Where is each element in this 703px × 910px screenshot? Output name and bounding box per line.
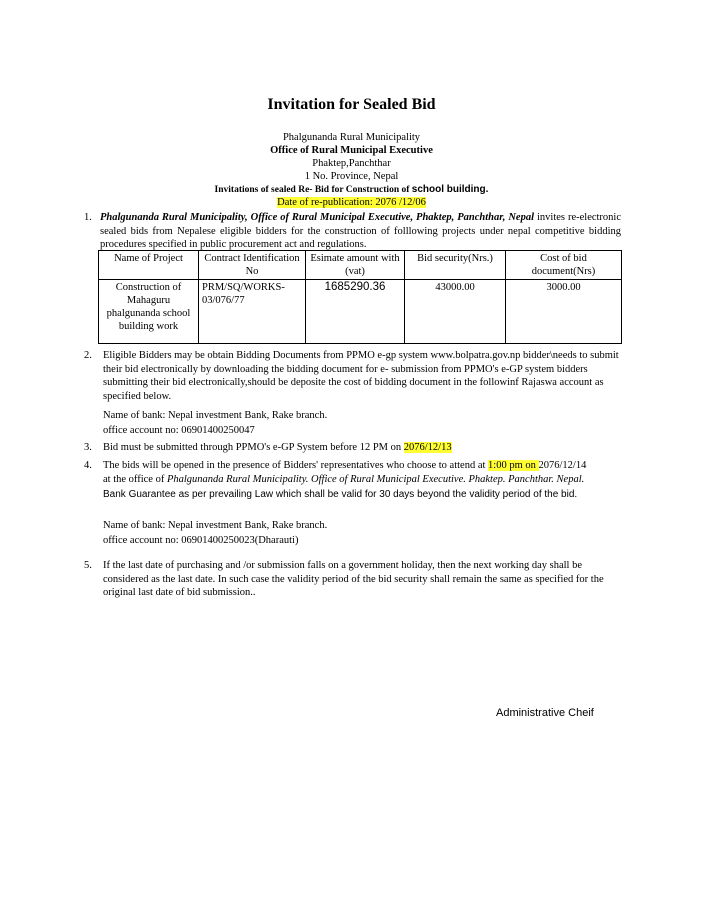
item-4-text-b: at the office of (103, 474, 167, 485)
office-name: Office of Rural Municipal Executive (270, 145, 433, 156)
item-2-text: Eligible Bidders may be obtain Bidding Documents from PPMO e-gp system www.bolpatra.gov.np bidder\needs to submit their bid electronically by downloading the bidding document for e- submission from PPMO's e-GP system bidders submitting their bid electronically,should be deposite the cost of bidding document in the followinf Rajaswa account as specified below. (103, 350, 619, 402)
header-bid-security: Bid security(Nrs.) (405, 251, 506, 280)
cell-estimate: 1685290.36 (306, 280, 405, 344)
office-location: Phaktep,Panchthar (312, 158, 391, 169)
table-header-row (99, 251, 622, 280)
item-1-number: 1. (84, 212, 92, 223)
municipality-name: Phalgunanda Rural Municipality (282, 132, 421, 143)
item-3-body: Bid must be submitted through PPMO's e-GP System before 12 PM on (103, 442, 404, 453)
header-contract-id: Contract Identification No (199, 251, 306, 280)
table-row (99, 280, 622, 344)
item-4-text-a: The bids will be opened in the presence of Bidders' representatives who choose to attend at (103, 460, 489, 471)
republication-date: Date of re-publication: 2076 /12/06 (277, 197, 426, 208)
item-4-line-2 (103, 474, 584, 485)
header-doc-cost: Cost of bid document(Nrs) (506, 251, 622, 280)
invitation-line-b: school building. (411, 184, 489, 195)
item-4-bank: Name of bank: Nepal investment Bank, Rake branch. (103, 520, 328, 531)
cell-doc-cost: 3000.00 (506, 280, 622, 344)
item-2-number: 2. (84, 350, 92, 361)
opening-time: 1:00 pm on (488, 460, 539, 471)
item-4-account: office account no: 06901400250023(Dharauti) (103, 535, 299, 546)
republication-date-line (0, 197, 703, 208)
header-project: Name of Project (99, 251, 199, 280)
item-2-bank: Name of bank: Nepal investment Bank, Rake branch. (103, 410, 328, 421)
item-3-text (103, 442, 452, 453)
province: 1 No. Province, Nepal (304, 171, 399, 182)
item-2-account: office account no: 06901400250047 (103, 425, 255, 436)
cell-project: Construction of Mahaguru phalgunanda school building work (99, 280, 199, 344)
item-4-guarantee: Bank Guarantee as per prevailing Law which shall be valid for 30 days beyond the validity period of the bid. (103, 489, 578, 500)
item-4-office: Phalgunanda Rural Municipality. Office of Rural Municipal Executive. Phaktep. Panchthar. Nepal. (166, 474, 585, 485)
signature: Administrative Cheif (496, 707, 594, 719)
opening-date: 2076/12/14 (538, 460, 587, 471)
item-4-number: 4. (84, 460, 92, 471)
header-estimate: Esimate amount with (vat) (306, 251, 405, 280)
item-1-lead: Phalgunanda Rural Municipality, Office of Rural Municipal Executive, Phaktep, Panchthar, Nepal (100, 212, 535, 223)
invitation-line-a: Invitations of sealed Re- Bid for Construction of (214, 185, 412, 195)
item-5-number: 5. (84, 560, 92, 571)
cell-contract-id: PRM/SQ/WORKS-03/076/77 (199, 280, 306, 344)
invitation-line (0, 184, 703, 195)
item-1-rest: invites re-electronic sealed bids from Nepalese eligible bidders for the construction of folllowing projects under nepal competitive bidding procedures specified in public procurement act and regulations. (100, 212, 622, 250)
bid-table (98, 250, 622, 344)
cell-bid-security: 43000.00 (405, 280, 506, 344)
item-1-text (100, 211, 621, 252)
item-4-line-1 (103, 460, 586, 471)
document-title: Invitation for Sealed Bid (267, 96, 436, 113)
submission-date: 2076/12/13 (403, 442, 452, 453)
item-3-number: 3. (84, 442, 92, 453)
item-5-text: If the last date of purchasing and /or submission falls on a government holiday, then the next working day shall be considered as the last date. In such case the validity period of the bid security shall remain the same as specified for the original last date of bid submission.. (103, 560, 604, 598)
